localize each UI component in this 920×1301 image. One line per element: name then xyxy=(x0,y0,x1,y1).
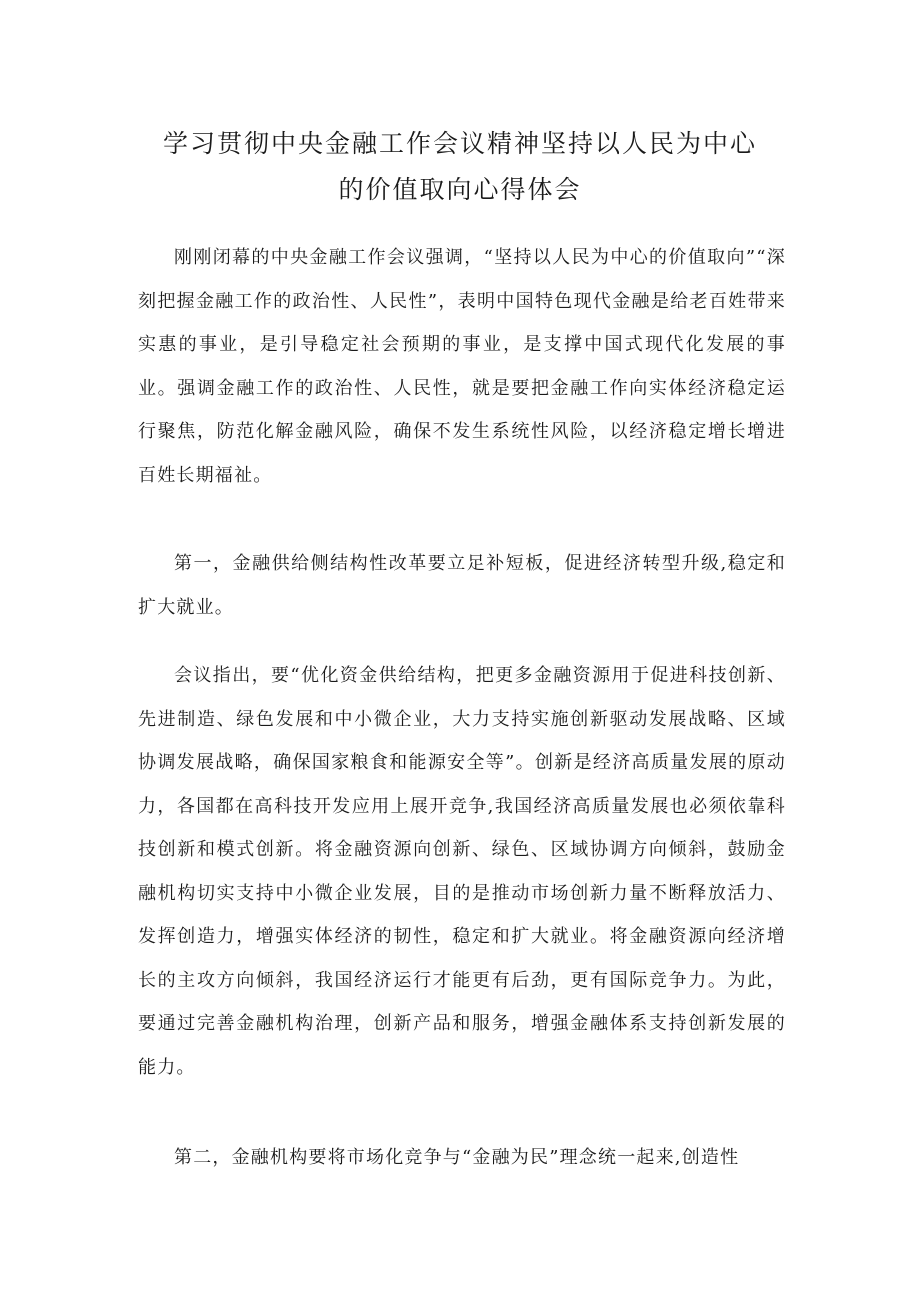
paragraph-point-one: 第一，金融供给侧结构性改革要立足补短板，促进经济转型升级,稳定和扩大就业。 xyxy=(138,553,786,618)
paragraph-meeting-details: 会议指出，要“优化资金供给结构，把更多金融资源用于促进科技创新、先进制造、绿色发展和中小微企业，大力支持实施创新驱动发展战略、区域协调发展战略，确保国家粮食和能源安全等”。创新是经济高质量发展的原动力，各国都在高科技开发应用上展开竞争,我国经济高质量发展也必须依靠科技创新和模式创新。将金融资源向创新、绿色、区域协调方向倾斜，鼓励金融机构切实支持中小微企业发展，目的是推动市场创新力量不断释放活力、发挥创造力，增强实体经济的韧性，稳定和扩大就业。将金融资源向经济增长的主攻方向倾斜，我国经济运行才能更有后劲，更有国际竞争力。为此，要通过完善金融机构治理，创新产品和服务，增强金融体系支持创新发展的能力。 xyxy=(138,665,786,1078)
paragraph-intro: 刚刚闭幕的中央金融工作会议强调，“坚持以人民为中心的价值取向”“深刻把握金融工作的政治性、人民性”，表明中国特色现代金融是给老百姓带来实惠的事业，是引导稳定社会预期的事业，是支撑中国式现代化发展的事业。强调金融工作的政治性、人民性，就是要把金融工作向实体经济稳定运行聚焦，防范化解金融风险，确保不发生系统性风险，以经济稳定增长增进百姓长期福祉。 xyxy=(138,247,786,486)
paragraph-point-two: 第二，金融机构要将市场化竞争与“金融为民”理念统一起来,创造性 xyxy=(174,1147,740,1168)
document-title-line-1: 学习贯彻中央金融工作会议精神坚持以人民为中心 xyxy=(162,129,757,158)
document-title-line-2: 的价值取向心得体会 xyxy=(338,175,582,204)
